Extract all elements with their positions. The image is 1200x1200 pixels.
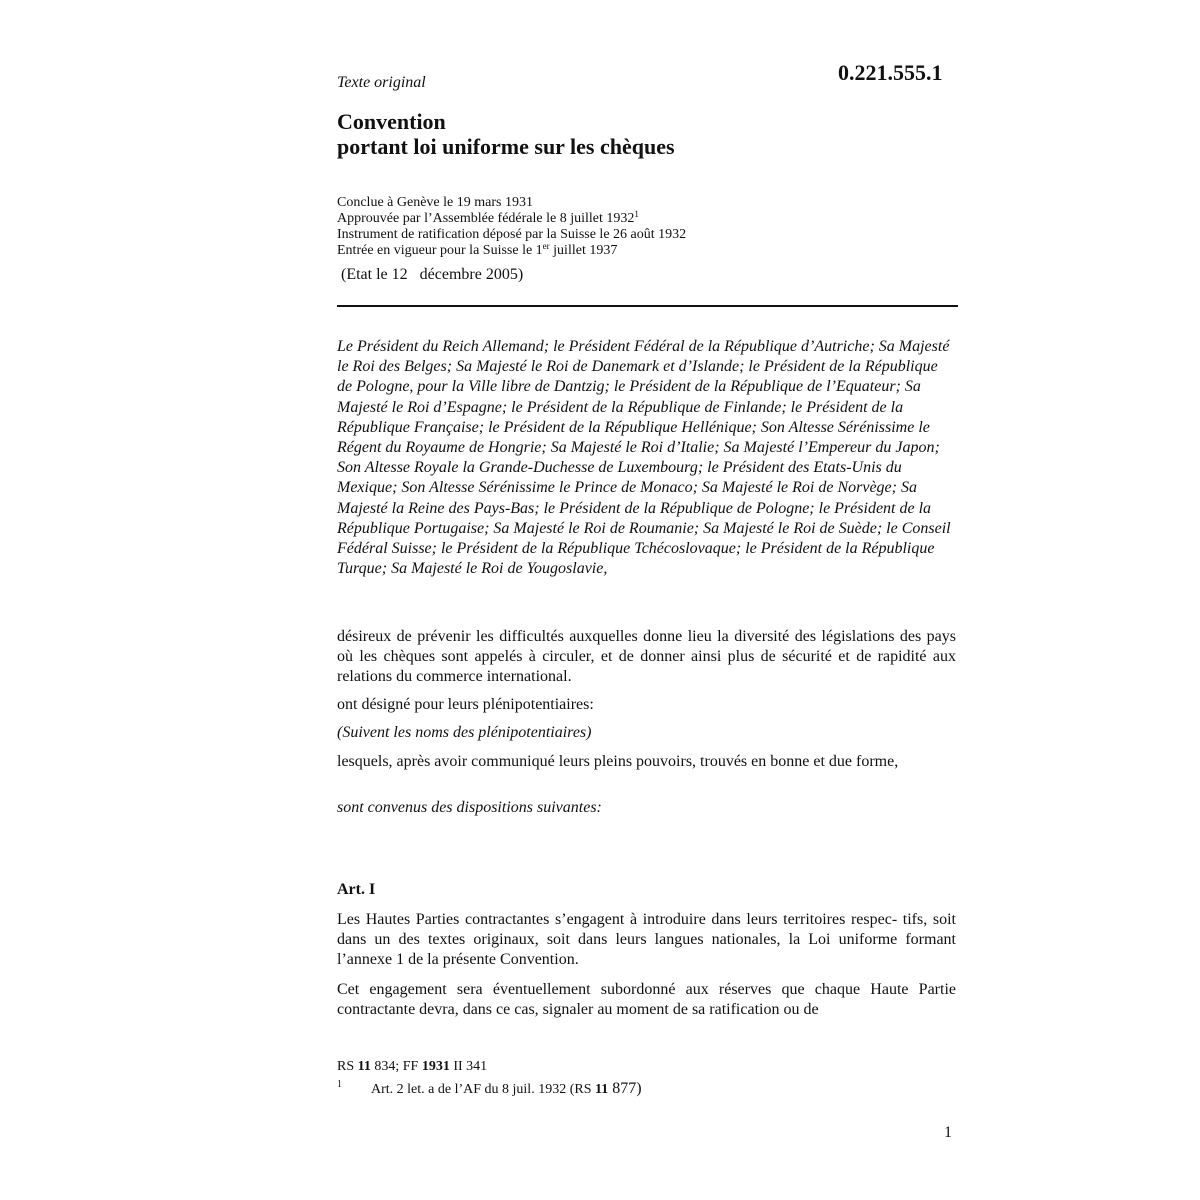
preamble-parties: Le Président du Reich Allemand; le Président Fédéral de la République d’Autriche; Sa Majesté le Roi des Belges; Sa Majesté le Roi de Danemark et d’Islande; le Président de la République de Pologne, pour la Ville libre de Dantzig; le Président de la République de l’Equateur; Sa Majesté le Roi d’Espagne; le Président de la République de Finlande; le Président de la République Française; le Président de la République Hellénique; Son Altesse Sérénissime le Régent du Royaume de Hongrie; Sa Majesté le Roi d’Italie; Sa Majesté l’Empereur du Japon; Son Altesse Royale la Grande-Duchesse de Luxembourg; le Président des Etats-Unis du Mexique; Son Altesse Sérénissime le Prince de Monaco; Sa Majesté le Roi de Norvège; Sa Majesté la Reine des Pays-Bas; le Président de la République de Pologne; le Président de la République Portugaise; Sa Majesté le Roi de Roumanie; Sa Majesté le Roi de Suède; le Conseil Fédéral Suisse; le Président de la République Tchécoslovaque; le Président de la République Turque; Sa Majesté le Roi de Yougoslavie, xyxy=(337,338,951,578)
footnote-1-number: 1 xyxy=(337,1079,342,1090)
preamble-desirous: désireux de prévenir les difficultés auxquelles donne lieu la diversité des législations des pays où les chèques sont appelés à circuler, et de donner ainsi plus de sécurité et de rapidité aux relations du commerce international. xyxy=(337,628,956,686)
page-number: 1 xyxy=(944,1124,952,1141)
approval-text: Approuvée par l’Assemblée fédérale le 8 juillet 1932 xyxy=(337,211,635,226)
ff-year: 1931 xyxy=(421,1059,450,1074)
article-paragraph-2: Cet engagement sera éventuellement subordonné aux réserves que chaque Haute Partie contractante devra, dans ce cas, signaler au moment de sa ratification ou de xyxy=(337,981,956,1019)
sr-number: 0.221.555.1 xyxy=(838,60,943,85)
title-line-1: Convention xyxy=(337,109,446,134)
rs-page: 834; FF xyxy=(370,1059,422,1074)
entry-text: Entrée en vigueur pour la Suisse le 1 xyxy=(337,243,543,258)
approval-date xyxy=(337,211,686,227)
ff-page: II 341 xyxy=(449,1059,488,1074)
preamble-appointed: ont désigné pour leurs plénipotentiaires: xyxy=(337,696,594,713)
entry-ordinal: er xyxy=(542,241,550,251)
rs-label: RS xyxy=(337,1059,358,1074)
status-date: (Etat le 12 décembre 2005) xyxy=(341,266,524,283)
preamble-agreed: sont convenus des dispositions suivantes: xyxy=(337,799,602,816)
document-metadata xyxy=(337,195,686,259)
document-title xyxy=(337,109,675,159)
entry-month: juillet 1937 xyxy=(549,243,618,258)
rs-volume: 11 xyxy=(357,1059,371,1074)
title-line-2: portant loi uniforme sur les chèques xyxy=(337,134,675,159)
article-heading: Art. I xyxy=(337,881,376,898)
footnote-1-lead: Art. 2 let. a de l’AF du 8 juil. 1932 (RS xyxy=(371,1082,595,1097)
footnote-1-tail: 877) xyxy=(608,1080,642,1097)
concluded-date: Conclue à Genève le 19 mars 1931 xyxy=(337,195,533,210)
ratification-date: Instrument de ratification déposé par la Suisse le 26 août 1932 xyxy=(337,227,687,242)
preamble-names-note: (Suivent les noms des plénipotentiaires) xyxy=(337,724,592,741)
entry-into-force xyxy=(337,243,686,259)
footnote-1-volume: 11 xyxy=(595,1082,609,1097)
original-text-label: Texte original xyxy=(337,74,426,91)
article-paragraph-1: Les Hautes Parties contractantes s’engagent à introduire dans leurs territoires respec- tifs, soit dans un des textes originaux, soit dans leurs langues nationales, la Loi uniforme formant l’annexe 1 de la présente Convention. xyxy=(337,911,956,969)
footnote-1-text xyxy=(371,1080,642,1099)
preamble-powers: lesquels, après avoir communiqué leurs pleins pouvoirs, trouvés en bonne et due forme, xyxy=(337,753,899,770)
source-reference xyxy=(337,1058,487,1076)
header-divider xyxy=(337,305,958,307)
footnote-ref-1[interactable]: 1 xyxy=(634,209,639,219)
